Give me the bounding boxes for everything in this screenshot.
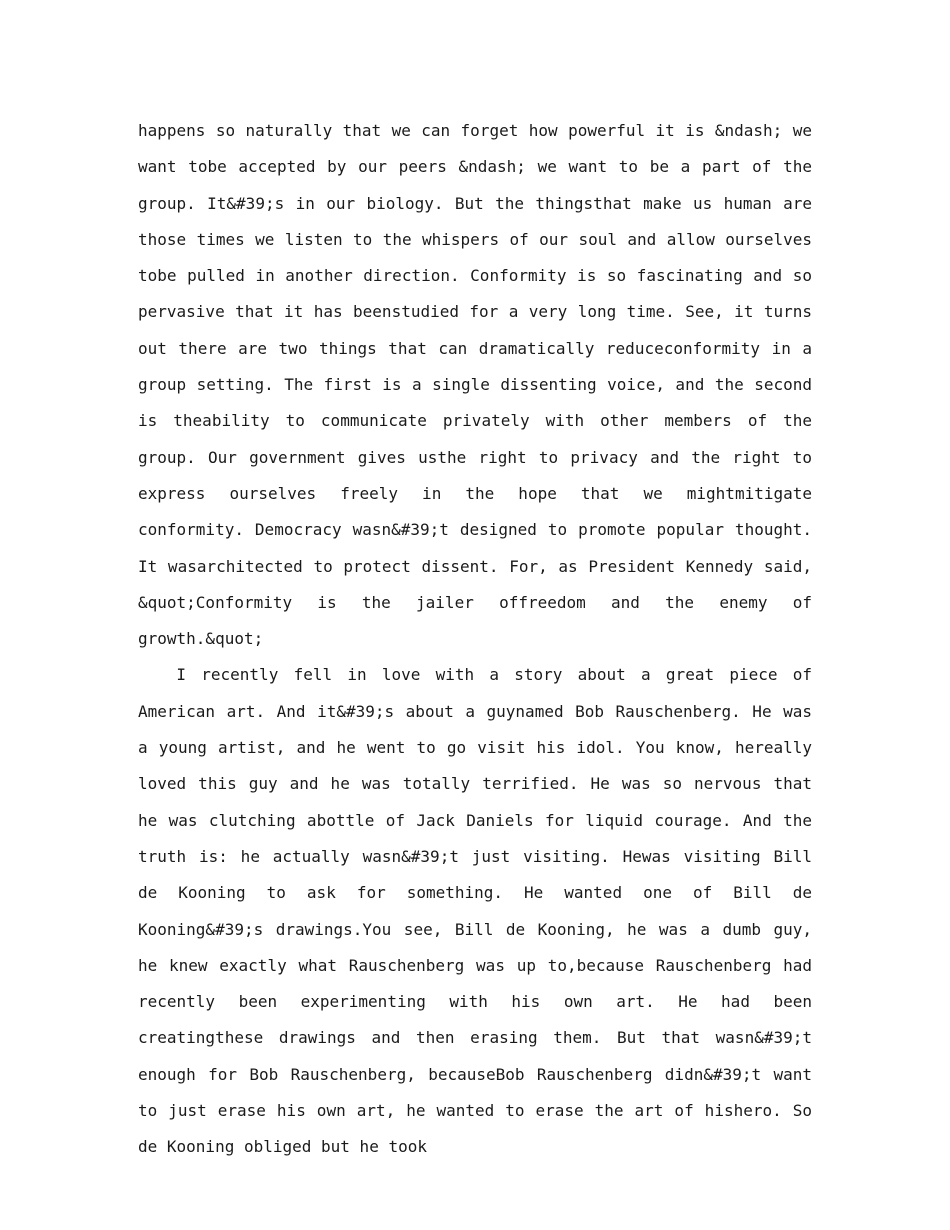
body-text: [138, 113, 812, 1166]
paragraph-rauschenberg: I recently fell in love with a story about a great piece of American art. And it&#39;s about a guynamed Bob Rauschenberg. He was a young artist, and he went to go visit his idol. You know, hereally loved this guy and he was totally terrified. He was so nervous that he was clutching abottle of Jack Daniels for liquid courage. And the truth is: he actually wasn&#39;t just visiting. Hewas visiting Bill de Kooning to ask for something. He wanted one of Bill de Kooning&#39;s drawings.You see, Bill de Kooning, he was a dumb guy, he knew exactly what Rauschenberg was up to,because Rauschenberg had recently been experimenting with his own art. He had been creatingthese drawings and then erasing them. But that wasn&#39;t enough for Bob Rauschenberg, becauseBob Rauschenberg didn&#39;t want to just erase his own art, he wanted to erase the art of hishero. So de Kooning obliged but he took: [138, 665, 812, 1157]
paragraph-conformity: happens so naturally that we can forget how powerful it is &ndash; we want tobe accepted by our peers &ndash; we want to be a part of the group. It&#39;s in our biology. But the thingsthat make us human are those times we listen to the whispers of our soul and allow ourselves tobe pulled in another direction. Conformity is so fascinating and so pervasive that it has beenstudied for a very long time. See, it turns out there are two things that can dramatically reduceconformity in a group setting. The first is a single dissenting voice, and the second is theability to communicate privately with other members of the group. Our government gives usthe right to privacy and the right to express ourselves freely in the hope that we mightmitigate conformity. Democracy wasn&#39;t designed to promote popular thought. It wasarchitected to protect dissent. For, as President Kennedy said, &quot;Conformity is the jailer offreedom and the enemy of growth.&quot;: [138, 121, 812, 649]
